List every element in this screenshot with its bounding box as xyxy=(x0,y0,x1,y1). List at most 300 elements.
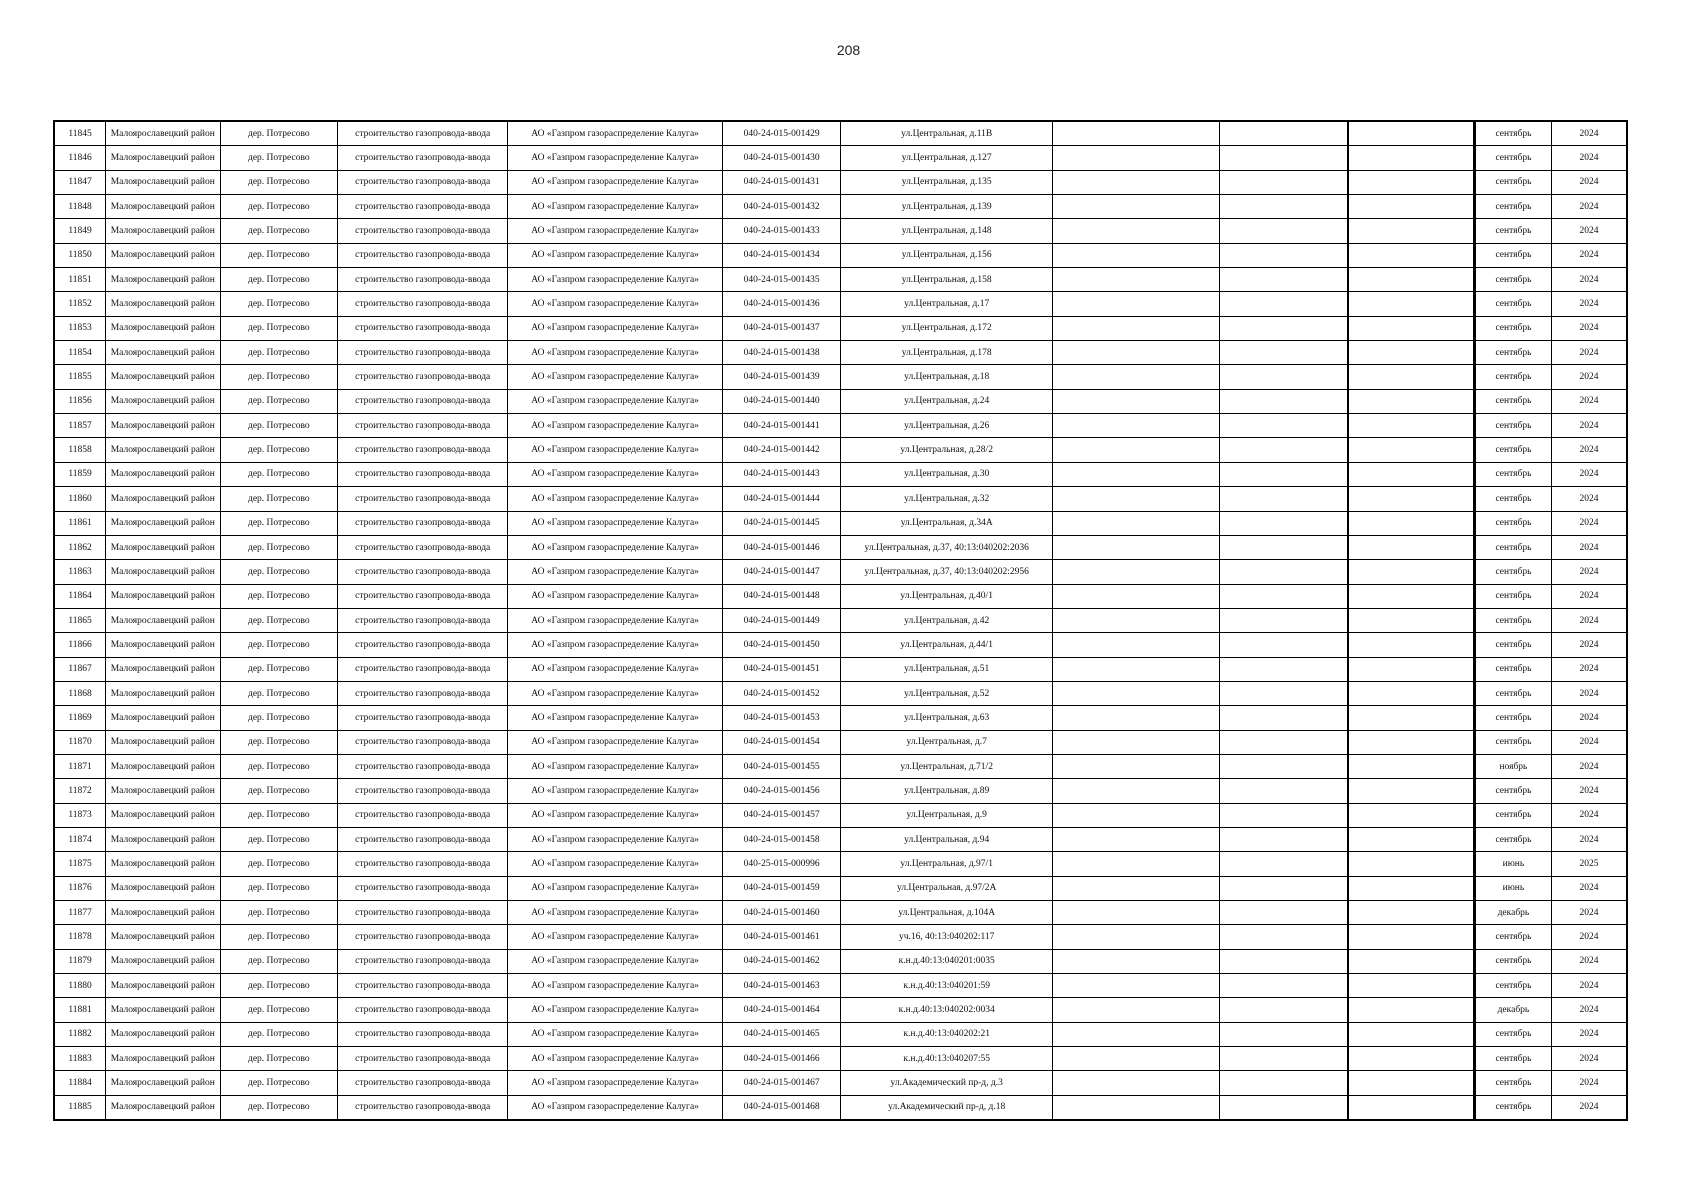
empty-cell xyxy=(1220,901,1348,925)
work-type-cell: строительство газопровода-ввода xyxy=(338,243,508,267)
empty-cell xyxy=(1348,974,1474,998)
year-cell: 2024 xyxy=(1552,560,1627,584)
organization-cell: АО «Газпром газораспределение Калуга» xyxy=(508,974,723,998)
municipality-cell: Малоярославецкий район xyxy=(106,365,220,389)
organization-cell: АО «Газпром газораспределение Калуга» xyxy=(508,170,723,194)
address-cell: ул.Центральная, д.104А xyxy=(841,901,1052,925)
locality-cell: дер. Потресово xyxy=(220,389,338,413)
empty-cell xyxy=(1348,121,1474,146)
empty-cell xyxy=(1052,389,1219,413)
table-row xyxy=(54,925,1627,949)
organization-cell: АО «Газпром газораспределение Калуга» xyxy=(508,1022,723,1046)
municipality-cell: Малоярославецкий район xyxy=(106,974,220,998)
month-cell: сентябрь xyxy=(1474,511,1551,535)
address-cell: ул.Центральная, д.127 xyxy=(841,146,1052,170)
municipality-cell: Малоярославецкий район xyxy=(106,949,220,973)
work-type-cell: строительство газопровода-ввода xyxy=(338,487,508,511)
organization-cell: АО «Газпром газораспределение Калуга» xyxy=(508,681,723,705)
municipality-cell: Малоярославецкий район xyxy=(106,121,220,146)
application-number-cell: 040-24-015-001454 xyxy=(722,730,841,754)
empty-cell xyxy=(1220,121,1348,146)
empty-cell xyxy=(1052,681,1219,705)
address-cell: ул.Центральная, д.172 xyxy=(841,316,1052,340)
application-number-cell: 040-24-015-001447 xyxy=(722,560,841,584)
month-cell: июнь xyxy=(1474,852,1551,876)
work-type-cell: строительство газопровода-ввода xyxy=(338,438,508,462)
empty-cell xyxy=(1220,876,1348,900)
organization-cell: АО «Газпром газораспределение Калуга» xyxy=(508,706,723,730)
month-cell: декабрь xyxy=(1474,901,1551,925)
month-cell: сентябрь xyxy=(1474,389,1551,413)
month-cell: сентябрь xyxy=(1474,1022,1551,1046)
application-number-cell: 040-24-015-001445 xyxy=(722,511,841,535)
table-row xyxy=(54,389,1627,413)
table-row xyxy=(54,170,1627,194)
empty-cell xyxy=(1220,414,1348,438)
month-cell: сентябрь xyxy=(1474,487,1551,511)
empty-cell xyxy=(1348,414,1474,438)
empty-cell xyxy=(1348,438,1474,462)
organization-cell: АО «Газпром газораспределение Калуга» xyxy=(508,730,723,754)
empty-cell xyxy=(1220,219,1348,243)
organization-cell: АО «Газпром газораспределение Калуга» xyxy=(508,1071,723,1095)
empty-cell xyxy=(1220,974,1348,998)
table-row xyxy=(54,1047,1627,1071)
empty-cell xyxy=(1348,681,1474,705)
empty-cell xyxy=(1052,925,1219,949)
table-row xyxy=(54,535,1627,559)
row-number-cell: 11872 xyxy=(54,779,106,803)
locality-cell: дер. Потресово xyxy=(220,608,338,632)
address-cell: ул.Центральная, д.97/1 xyxy=(841,852,1052,876)
municipality-cell: Малоярославецкий район xyxy=(106,1022,220,1046)
application-number-cell: 040-24-015-001450 xyxy=(722,633,841,657)
municipality-cell: Малоярославецкий район xyxy=(106,316,220,340)
empty-cell xyxy=(1348,389,1474,413)
work-type-cell: строительство газопровода-ввода xyxy=(338,268,508,292)
empty-cell xyxy=(1052,414,1219,438)
address-cell: ул.Центральная, д.18 xyxy=(841,365,1052,389)
empty-cell xyxy=(1348,949,1474,973)
locality-cell: дер. Потресово xyxy=(220,852,338,876)
application-number-cell: 040-24-015-001442 xyxy=(722,438,841,462)
locality-cell: дер. Потресово xyxy=(220,584,338,608)
work-type-cell: строительство газопровода-ввода xyxy=(338,1095,508,1120)
empty-cell xyxy=(1348,268,1474,292)
empty-cell xyxy=(1348,487,1474,511)
address-cell: ул.Центральная, д.24 xyxy=(841,389,1052,413)
year-cell: 2024 xyxy=(1552,414,1627,438)
organization-cell: АО «Газпром газораспределение Калуга» xyxy=(508,341,723,365)
locality-cell: дер. Потресово xyxy=(220,1047,338,1071)
locality-cell: дер. Потресово xyxy=(220,292,338,316)
empty-cell xyxy=(1052,146,1219,170)
work-type-cell: строительство газопровода-ввода xyxy=(338,876,508,900)
municipality-cell: Малоярославецкий район xyxy=(106,876,220,900)
address-cell: ул.Центральная, д.97/2А xyxy=(841,876,1052,900)
empty-cell xyxy=(1220,511,1348,535)
month-cell: сентябрь xyxy=(1474,803,1551,827)
empty-cell xyxy=(1052,876,1219,900)
address-cell: ул.Центральная, д.42 xyxy=(841,608,1052,632)
application-number-cell: 040-24-015-001437 xyxy=(722,316,841,340)
empty-cell xyxy=(1052,462,1219,486)
month-cell: сентябрь xyxy=(1474,341,1551,365)
row-number-cell: 11878 xyxy=(54,925,106,949)
year-cell: 2024 xyxy=(1552,706,1627,730)
work-type-cell: строительство газопровода-ввода xyxy=(338,608,508,632)
organization-cell: АО «Газпром газораспределение Калуга» xyxy=(508,195,723,219)
municipality-cell: Малоярославецкий район xyxy=(106,195,220,219)
locality-cell: дер. Потресово xyxy=(220,1022,338,1046)
year-cell: 2024 xyxy=(1552,438,1627,462)
year-cell: 2024 xyxy=(1552,146,1627,170)
row-number-cell: 11881 xyxy=(54,998,106,1022)
year-cell: 2024 xyxy=(1552,462,1627,486)
application-number-cell: 040-24-015-001433 xyxy=(722,219,841,243)
address-cell: ул.Центральная, д.26 xyxy=(841,414,1052,438)
month-cell: июнь xyxy=(1474,876,1551,900)
organization-cell: АО «Газпром газораспределение Калуга» xyxy=(508,949,723,973)
work-type-cell: строительство газопровода-ввода xyxy=(338,974,508,998)
empty-cell xyxy=(1220,560,1348,584)
locality-cell: дер. Потресово xyxy=(220,170,338,194)
row-number-cell: 11859 xyxy=(54,462,106,486)
table-row xyxy=(54,681,1627,705)
municipality-cell: Малоярославецкий район xyxy=(106,1095,220,1120)
row-number-cell: 11846 xyxy=(54,146,106,170)
empty-cell xyxy=(1348,365,1474,389)
application-number-cell: 040-24-015-001439 xyxy=(722,365,841,389)
empty-cell xyxy=(1052,803,1219,827)
empty-cell xyxy=(1220,438,1348,462)
year-cell: 2024 xyxy=(1552,170,1627,194)
empty-cell xyxy=(1220,1047,1348,1071)
work-type-cell: строительство газопровода-ввода xyxy=(338,998,508,1022)
municipality-cell: Малоярославецкий район xyxy=(106,827,220,851)
address-cell: ул.Центральная, д.89 xyxy=(841,779,1052,803)
empty-cell xyxy=(1052,706,1219,730)
month-cell: сентябрь xyxy=(1474,706,1551,730)
locality-cell: дер. Потресово xyxy=(220,681,338,705)
row-number-cell: 11882 xyxy=(54,1022,106,1046)
month-cell: сентябрь xyxy=(1474,219,1551,243)
application-number-cell: 040-24-015-001468 xyxy=(722,1095,841,1120)
empty-cell xyxy=(1220,706,1348,730)
empty-cell xyxy=(1052,1022,1219,1046)
empty-cell xyxy=(1052,1095,1219,1120)
empty-cell xyxy=(1052,1047,1219,1071)
application-number-cell: 040-24-015-001449 xyxy=(722,608,841,632)
year-cell: 2024 xyxy=(1552,535,1627,559)
empty-cell xyxy=(1220,316,1348,340)
month-cell: сентябрь xyxy=(1474,560,1551,584)
empty-cell xyxy=(1220,925,1348,949)
organization-cell: АО «Газпром газораспределение Калуга» xyxy=(508,535,723,559)
application-number-cell: 040-24-015-001466 xyxy=(722,1047,841,1071)
application-number-cell: 040-24-015-001458 xyxy=(722,827,841,851)
empty-cell xyxy=(1052,170,1219,194)
locality-cell: дер. Потресово xyxy=(220,949,338,973)
empty-cell xyxy=(1220,1095,1348,1120)
row-number-cell: 11871 xyxy=(54,754,106,778)
page-number: 208 xyxy=(836,42,861,58)
municipality-cell: Малоярославецкий район xyxy=(106,170,220,194)
month-cell: сентябрь xyxy=(1474,730,1551,754)
application-number-cell: 040-24-015-001459 xyxy=(722,876,841,900)
address-cell: ул.Центральная, д.148 xyxy=(841,219,1052,243)
locality-cell: дер. Потресово xyxy=(220,219,338,243)
address-cell: ул.Центральная, д.17 xyxy=(841,292,1052,316)
locality-cell: дер. Потресово xyxy=(220,706,338,730)
month-cell: сентябрь xyxy=(1474,438,1551,462)
work-type-cell: строительство газопровода-ввода xyxy=(338,121,508,146)
organization-cell: АО «Газпром газораспределение Калуга» xyxy=(508,438,723,462)
application-number-cell: 040-24-015-001430 xyxy=(722,146,841,170)
municipality-cell: Малоярославецкий район xyxy=(106,268,220,292)
application-number-cell: 040-24-015-001440 xyxy=(722,389,841,413)
organization-cell: АО «Газпром газораспределение Калуга» xyxy=(508,1095,723,1120)
empty-cell xyxy=(1052,779,1219,803)
month-cell: сентябрь xyxy=(1474,1095,1551,1120)
work-type-cell: строительство газопровода-ввода xyxy=(338,462,508,486)
empty-cell xyxy=(1052,535,1219,559)
year-cell: 2024 xyxy=(1552,121,1627,146)
organization-cell: АО «Газпром газораспределение Калуга» xyxy=(508,901,723,925)
application-number-cell: 040-24-015-001451 xyxy=(722,657,841,681)
year-cell: 2024 xyxy=(1552,974,1627,998)
empty-cell xyxy=(1348,170,1474,194)
row-number-cell: 11884 xyxy=(54,1071,106,1095)
organization-cell: АО «Газпром газораспределение Калуга» xyxy=(508,852,723,876)
empty-cell xyxy=(1348,1095,1474,1120)
work-type-cell: строительство газопровода-ввода xyxy=(338,560,508,584)
month-cell: сентябрь xyxy=(1474,268,1551,292)
municipality-cell: Малоярославецкий район xyxy=(106,657,220,681)
application-number-cell: 040-24-015-001443 xyxy=(722,462,841,486)
table-row xyxy=(54,146,1627,170)
empty-cell xyxy=(1052,316,1219,340)
locality-cell: дер. Потресово xyxy=(220,487,338,511)
empty-cell xyxy=(1220,462,1348,486)
empty-cell xyxy=(1348,803,1474,827)
locality-cell: дер. Потресово xyxy=(220,316,338,340)
organization-cell: АО «Газпром газораспределение Калуга» xyxy=(508,487,723,511)
work-type-cell: строительство газопровода-ввода xyxy=(338,657,508,681)
empty-cell xyxy=(1052,219,1219,243)
empty-cell xyxy=(1220,365,1348,389)
municipality-cell: Малоярославецкий район xyxy=(106,560,220,584)
work-type-cell: строительство газопровода-ввода xyxy=(338,852,508,876)
work-type-cell: строительство газопровода-ввода xyxy=(338,803,508,827)
municipality-cell: Малоярославецкий район xyxy=(106,803,220,827)
empty-cell xyxy=(1348,316,1474,340)
application-number-cell: 040-24-015-001461 xyxy=(722,925,841,949)
application-number-cell: 040-24-015-001435 xyxy=(722,268,841,292)
table-row xyxy=(54,803,1627,827)
row-number-cell: 11880 xyxy=(54,974,106,998)
empty-cell xyxy=(1052,438,1219,462)
row-number-cell: 11852 xyxy=(54,292,106,316)
municipality-cell: Малоярославецкий район xyxy=(106,852,220,876)
row-number-cell: 11851 xyxy=(54,268,106,292)
month-cell: сентябрь xyxy=(1474,657,1551,681)
application-number-cell: 040-24-015-001455 xyxy=(722,754,841,778)
work-type-cell: строительство газопровода-ввода xyxy=(338,365,508,389)
municipality-cell: Малоярославецкий район xyxy=(106,925,220,949)
empty-cell xyxy=(1348,852,1474,876)
empty-cell xyxy=(1220,1022,1348,1046)
work-type-cell: строительство газопровода-ввода xyxy=(338,316,508,340)
row-number-cell: 11867 xyxy=(54,657,106,681)
empty-cell xyxy=(1220,1071,1348,1095)
locality-cell: дер. Потресово xyxy=(220,974,338,998)
year-cell: 2024 xyxy=(1552,195,1627,219)
address-cell: ул.Центральная, д.158 xyxy=(841,268,1052,292)
empty-cell xyxy=(1348,608,1474,632)
table-row xyxy=(54,511,1627,535)
table-row xyxy=(54,462,1627,486)
work-type-cell: строительство газопровода-ввода xyxy=(338,219,508,243)
address-cell: ул.Центральная, д.63 xyxy=(841,706,1052,730)
municipality-cell: Малоярославецкий район xyxy=(106,901,220,925)
organization-cell: АО «Газпром газораспределение Калуга» xyxy=(508,268,723,292)
table-row xyxy=(54,901,1627,925)
empty-cell xyxy=(1348,292,1474,316)
locality-cell: дер. Потресово xyxy=(220,925,338,949)
locality-cell: дер. Потресово xyxy=(220,1071,338,1095)
empty-cell xyxy=(1348,219,1474,243)
address-cell: ул.Центральная, д.37, 40:13:040202:2956 xyxy=(841,560,1052,584)
locality-cell: дер. Потресово xyxy=(220,876,338,900)
table-body xyxy=(54,121,1627,1120)
year-cell: 2024 xyxy=(1552,243,1627,267)
organization-cell: АО «Газпром газораспределение Калуга» xyxy=(508,876,723,900)
empty-cell xyxy=(1220,268,1348,292)
month-cell: сентябрь xyxy=(1474,1047,1551,1071)
organization-cell: АО «Газпром газораспределение Калуга» xyxy=(508,219,723,243)
empty-cell xyxy=(1052,974,1219,998)
empty-cell xyxy=(1348,1047,1474,1071)
empty-cell xyxy=(1052,243,1219,267)
empty-cell xyxy=(1220,243,1348,267)
organization-cell: АО «Газпром газораспределение Калуга» xyxy=(508,1047,723,1071)
application-number-cell: 040-24-015-001452 xyxy=(722,681,841,705)
table-row xyxy=(54,730,1627,754)
application-number-cell: 040-24-015-001453 xyxy=(722,706,841,730)
organization-cell: АО «Газпром газораспределение Калуга» xyxy=(508,657,723,681)
application-number-cell: 040-24-015-001446 xyxy=(722,535,841,559)
address-cell: ул.Академический пр-д, д.3 xyxy=(841,1071,1052,1095)
table-row xyxy=(54,243,1627,267)
municipality-cell: Малоярославецкий район xyxy=(106,243,220,267)
empty-cell xyxy=(1220,633,1348,657)
empty-cell xyxy=(1348,901,1474,925)
empty-cell xyxy=(1220,389,1348,413)
empty-cell xyxy=(1052,560,1219,584)
year-cell: 2024 xyxy=(1552,754,1627,778)
year-cell: 2024 xyxy=(1552,681,1627,705)
year-cell: 2024 xyxy=(1552,1047,1627,1071)
empty-cell xyxy=(1220,535,1348,559)
empty-cell xyxy=(1052,1071,1219,1095)
work-type-cell: строительство газопровода-ввода xyxy=(338,633,508,657)
empty-cell xyxy=(1052,657,1219,681)
municipality-cell: Малоярославецкий район xyxy=(106,584,220,608)
empty-cell xyxy=(1348,243,1474,267)
work-type-cell: строительство газопровода-ввода xyxy=(338,1047,508,1071)
empty-cell xyxy=(1348,584,1474,608)
month-cell: сентябрь xyxy=(1474,195,1551,219)
row-number-cell: 11861 xyxy=(54,511,106,535)
locality-cell: дер. Потресово xyxy=(220,803,338,827)
municipality-cell: Малоярославецкий район xyxy=(106,633,220,657)
address-cell: ул.Центральная, д.139 xyxy=(841,195,1052,219)
municipality-cell: Малоярославецкий район xyxy=(106,389,220,413)
year-cell: 2024 xyxy=(1552,584,1627,608)
application-number-cell: 040-25-015-000996 xyxy=(722,852,841,876)
year-cell: 2024 xyxy=(1552,901,1627,925)
municipality-cell: Малоярославецкий район xyxy=(106,462,220,486)
year-cell: 2024 xyxy=(1552,1022,1627,1046)
empty-cell xyxy=(1052,268,1219,292)
address-cell: ул.Центральная, д.44/1 xyxy=(841,633,1052,657)
organization-cell: АО «Газпром газораспределение Калуга» xyxy=(508,365,723,389)
locality-cell: дер. Потресово xyxy=(220,560,338,584)
municipality-cell: Малоярославецкий район xyxy=(106,292,220,316)
empty-cell xyxy=(1220,195,1348,219)
year-cell: 2024 xyxy=(1552,949,1627,973)
empty-cell xyxy=(1052,998,1219,1022)
year-cell: 2024 xyxy=(1552,487,1627,511)
work-type-cell: строительство газопровода-ввода xyxy=(338,341,508,365)
locality-cell: дер. Потресово xyxy=(220,1095,338,1120)
empty-cell xyxy=(1220,170,1348,194)
month-cell: сентябрь xyxy=(1474,1071,1551,1095)
month-cell: сентябрь xyxy=(1474,608,1551,632)
locality-cell: дер. Потресово xyxy=(220,462,338,486)
row-number-cell: 11853 xyxy=(54,316,106,340)
row-number-cell: 11860 xyxy=(54,487,106,511)
work-type-cell: строительство газопровода-ввода xyxy=(338,1071,508,1095)
locality-cell: дер. Потресово xyxy=(220,511,338,535)
empty-cell xyxy=(1052,852,1219,876)
row-number-cell: 11876 xyxy=(54,876,106,900)
row-number-cell: 11847 xyxy=(54,170,106,194)
table-row xyxy=(54,365,1627,389)
year-cell: 2024 xyxy=(1552,511,1627,535)
month-cell: сентябрь xyxy=(1474,974,1551,998)
empty-cell xyxy=(1052,754,1219,778)
locality-cell: дер. Потресово xyxy=(220,827,338,851)
table-row xyxy=(54,1095,1627,1120)
organization-cell: АО «Газпром газораспределение Калуга» xyxy=(508,462,723,486)
empty-cell xyxy=(1220,584,1348,608)
table-row xyxy=(54,195,1627,219)
work-type-cell: строительство газопровода-ввода xyxy=(338,584,508,608)
work-type-cell: строительство газопровода-ввода xyxy=(338,754,508,778)
work-type-cell: строительство газопровода-ввода xyxy=(338,827,508,851)
empty-cell xyxy=(1052,633,1219,657)
work-type-cell: строительство газопровода-ввода xyxy=(338,706,508,730)
empty-cell xyxy=(1052,608,1219,632)
application-number-cell: 040-24-015-001460 xyxy=(722,901,841,925)
municipality-cell: Малоярославецкий район xyxy=(106,414,220,438)
table-row xyxy=(54,560,1627,584)
year-cell: 2024 xyxy=(1552,827,1627,851)
table-row xyxy=(54,414,1627,438)
organization-cell: АО «Газпром газораспределение Калуга» xyxy=(508,511,723,535)
